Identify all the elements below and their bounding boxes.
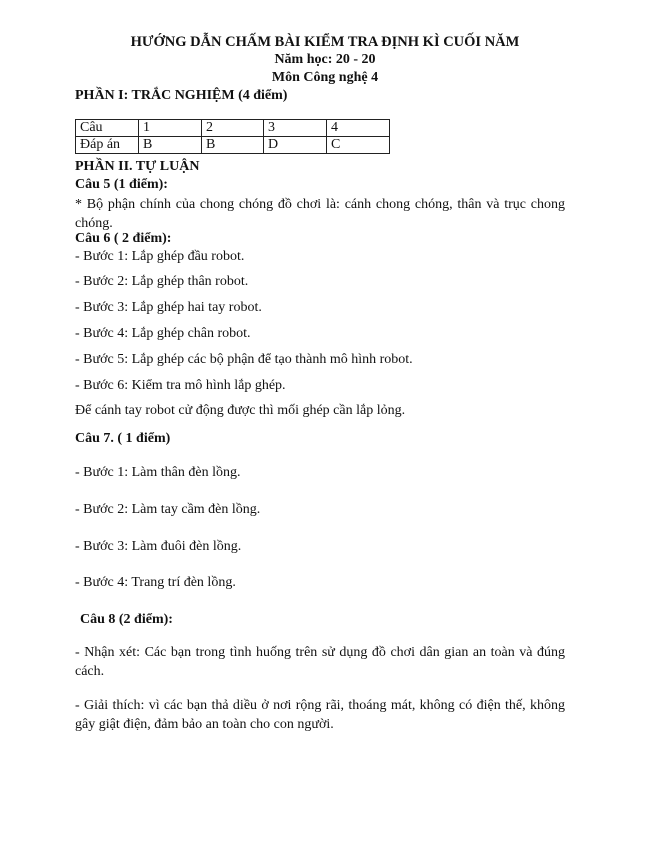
table-cell-label: Câu [76,120,139,137]
school-year: Năm học: 20 - 20 [274,52,376,67]
q6-note: Để cánh tay robot cử động được thì mối ghép cần lắp lỏng. [75,403,406,418]
q8-heading: Câu 8 (2 điểm): [80,612,173,627]
q7-step-3: - Bước 3: Làm đuôi đèn lồng. [75,539,242,554]
q6-step-1: - Bước 1: Lắp ghép đầu robot. [75,249,245,264]
subject-line: Môn Công nghệ 4 [271,70,379,85]
answer-table [75,119,390,154]
q8-explanation: - Giải thích: vì các bạn thả diều ở nơi rộng rãi, thoáng mát, không có điện thế, không gây giật điện, đảm bảo an toàn cho con người. [75,698,565,732]
table-cell-answer: B [139,137,202,154]
table-cell-answer: D [264,137,327,154]
table-cell-label: Đáp án [76,137,139,154]
table-cell-question: 2 [202,120,264,137]
table-cell-answer: B [202,137,264,154]
table-cell-answer: C [327,137,390,154]
q8-remark: - Nhận xét: Các bạn trong tình huống trên sử dụng đồ chơi dân gian an toàn và đúng cách. [75,645,565,679]
q6-step-3: - Bước 3: Lắp ghép hai tay robot. [75,300,262,315]
q7-heading: Câu 7. ( 1 điểm) [75,431,171,446]
q7-step-4: - Bước 4: Trang trí đèn lồng. [75,575,236,590]
document-title: HƯỚNG DẪN CHẤM BÀI KIỂM TRA ĐỊNH KÌ CUỐI NĂM [130,34,520,50]
part2-heading: PHẦN II. TỰ LUẬN [75,159,200,174]
q5-text: * Bộ phận chính của chong chóng đồ chơi là: cánh chong chóng, thân và trục chong chóng. [75,197,565,231]
q5-heading: Câu 5 (1 điểm): [75,177,168,192]
table-cell-question: 3 [264,120,327,137]
q7-step-1: - Bước 1: Làm thân đèn lồng. [75,465,241,480]
q6-step-4: - Bước 4: Lắp ghép chân robot. [75,326,251,341]
q7-step-2: - Bước 2: Làm tay cầm đèn lồng. [75,502,261,517]
q6-step-5: - Bước 5: Lắp ghép các bộ phận để tạo thành mô hình robot. [75,352,413,367]
q6-heading: Câu 6 ( 2 điểm): [75,231,172,246]
part1-heading: PHẦN I: TRẮC NGHIỆM (4 điểm) [75,88,288,103]
table-cell-question: 4 [327,120,390,137]
q6-step-2: - Bước 2: Lắp ghép thân robot. [75,274,249,289]
table-cell-question: 1 [139,120,202,137]
table-row-answers [76,137,390,154]
table-row-questions [76,120,390,137]
q6-step-6: - Bước 6: Kiểm tra mô hình lắp ghép. [75,378,286,393]
